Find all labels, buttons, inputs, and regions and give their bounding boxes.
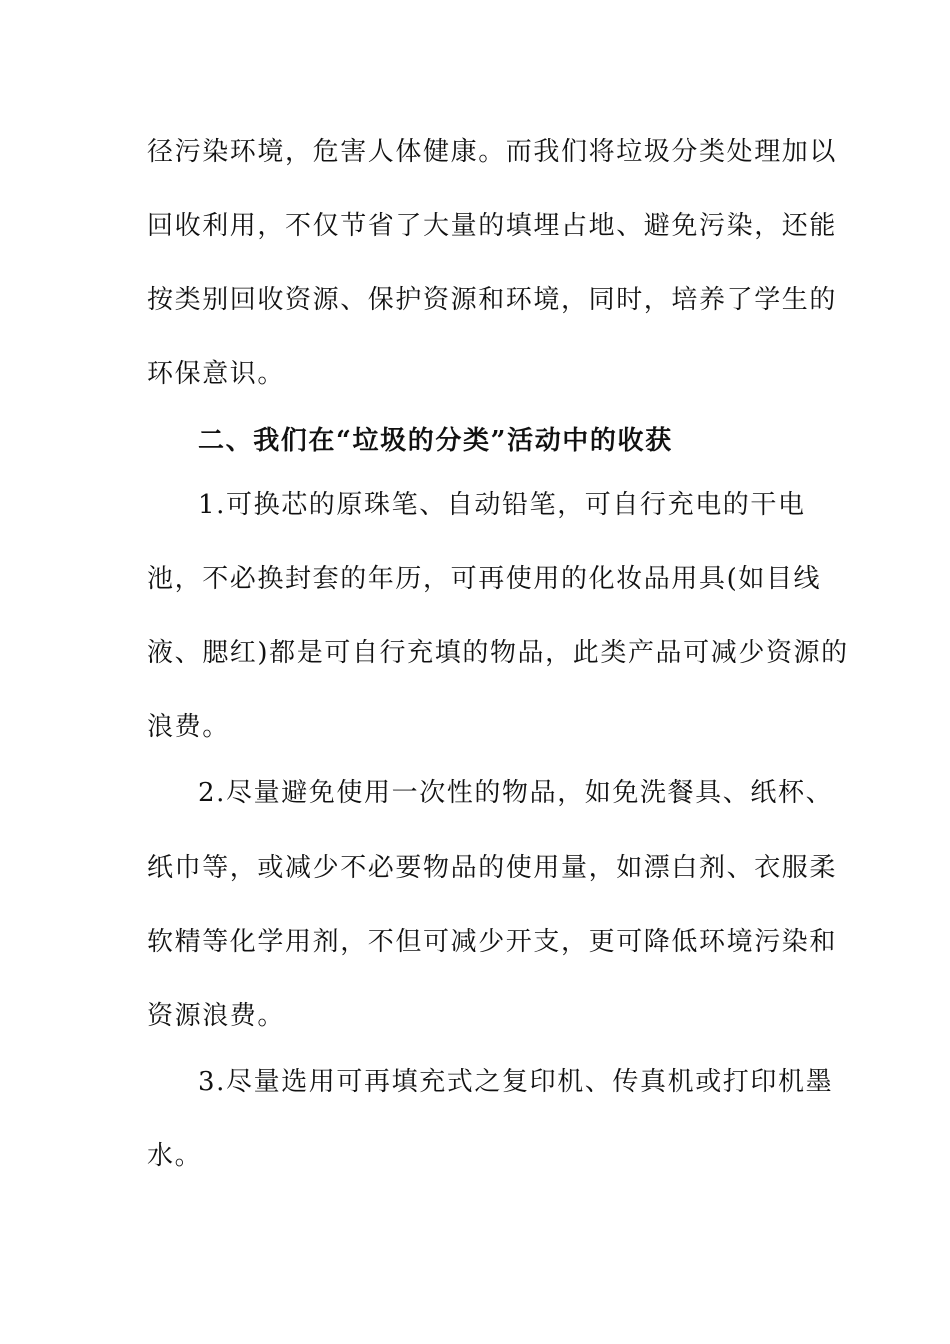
paragraph-line: 2.尽量避免使用一次性的物品，如免洗餐具、纸杯、 (198, 778, 834, 808)
paragraph-line: 软精等化学用剂，不但可减少开支，更可降低环境污染和 (147, 927, 838, 957)
paragraph-line: 液、腮红)都是可自行充填的物品，此类产品可减少资源的 (147, 638, 849, 668)
paragraph-line: 环保意识。 (147, 359, 286, 389)
paragraph-line: 3.尽量选用可再填充式之复印机、传真机或打印机墨 (198, 1067, 834, 1097)
paragraph-line: 资源浪费。 (147, 1001, 286, 1031)
section-heading: 二、我们在“垃圾的分类”活动中的收获 (198, 426, 673, 456)
paragraph-line: 纸巾等，或减少不必要物品的使用量，如漂白剂、衣服柔 (147, 853, 838, 883)
paragraph-line: 径污染环境，危害人体健康。而我们将垃圾分类处理加以 (147, 137, 838, 167)
paragraph-line: 水。 (147, 1141, 203, 1171)
paragraph-line: 按类别回收资源、保护资源和环境，同时，培养了学生的 (147, 285, 838, 315)
paragraph-line: 1.可换芯的原珠笔、自动铅笔，可自行充电的干电 (198, 490, 806, 520)
paragraph-line: 池，不必换封套的年历，可再使用的化妆品用具(如目线 (147, 564, 822, 594)
paragraph-line: 浪费。 (147, 712, 230, 742)
paragraph-line: 回收利用，不仅节省了大量的填埋占地、避免污染，还能 (147, 211, 838, 241)
